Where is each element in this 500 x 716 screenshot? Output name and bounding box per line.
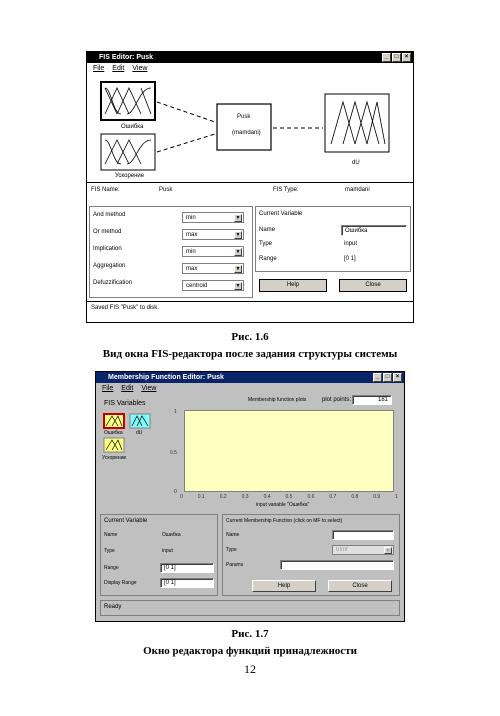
implication-select[interactable] — [182, 246, 244, 257]
mf-params-label: Params — [226, 562, 244, 568]
plot-points-field[interactable]: 181 — [352, 395, 392, 405]
aggregation-label: Aggregation — [93, 263, 126, 269]
or-method-value: max — [186, 232, 198, 238]
chevron-down-icon: ▼ — [235, 215, 241, 221]
system-name: Pusk — [237, 114, 251, 120]
cv-type-value: input — [344, 241, 358, 247]
caption2-text: Окно редактора функций принадлежности — [143, 645, 357, 657]
window-title: Membership Function Editor: Pusk — [108, 374, 224, 381]
plot-title: Membership function plots — [248, 397, 307, 403]
mf-type-value: trimf — [336, 547, 348, 553]
cv-range-label: Range — [104, 565, 119, 571]
fis-variables-label: FIS Variables — [104, 400, 146, 407]
close-button[interactable]: Close — [339, 279, 407, 292]
fis-name-value: Pusk — [159, 187, 173, 193]
and-method-value: min — [186, 215, 196, 221]
mf-editor-titlebar — [96, 372, 404, 383]
system-type: (mamdani) — [232, 130, 261, 136]
menu-view[interactable]: View — [141, 385, 157, 392]
mf-params-field[interactable] — [280, 560, 394, 570]
maximize-button[interactable]: □ — [392, 53, 401, 62]
mf-name-field[interactable] — [332, 530, 394, 540]
help-button[interactable]: Help — [252, 580, 316, 592]
var3-label: Ускорение — [102, 455, 127, 461]
x-tick: 0.2 — [219, 494, 227, 500]
caption2-number: Рис. 1.7 — [231, 628, 269, 640]
cv-display-range-label: Display Range — [104, 580, 137, 586]
var1-label: Ошибка — [104, 430, 123, 436]
minimize-button[interactable]: _ — [373, 373, 382, 382]
cv-name-value: Ошибка — [162, 532, 181, 538]
x-ticks-row — [180, 494, 398, 500]
mf-name-label: Name — [226, 532, 240, 538]
input1-box — [101, 82, 155, 120]
x-tick: 0.1 — [197, 494, 205, 500]
mf-plot-area[interactable] — [184, 410, 394, 492]
output-label: dU — [352, 160, 360, 166]
cv-name-field[interactable]: Ошибка — [341, 225, 407, 236]
output-box — [325, 94, 389, 152]
caption1-text: Вид окна FIS-редактора после задания структуры системы — [102, 348, 398, 360]
x-tick: 0 — [180, 494, 183, 500]
fis-editor-window — [86, 51, 414, 323]
menu-edit[interactable]: Edit — [112, 65, 125, 72]
var2-label: dU — [136, 430, 143, 436]
x-tick: 0.6 — [307, 494, 315, 500]
input2-label: Ускорение — [115, 173, 145, 179]
mf-type-label: Type — [226, 547, 237, 553]
maximize-button[interactable]: □ — [383, 373, 392, 382]
caption1-number: Рис. 1.6 — [231, 331, 269, 343]
status-text: Saved FIS "Pusk" to disk. — [91, 305, 159, 311]
cv-range-label: Range — [259, 256, 277, 262]
cv-name-label: Name — [104, 532, 118, 538]
x-tick: 0.8 — [351, 494, 359, 500]
current-variable-title: Current Variable — [259, 211, 303, 217]
y-tick-0: 0 — [174, 489, 177, 495]
mf-type-select[interactable] — [332, 545, 394, 555]
close-button[interactable]: Close — [328, 580, 392, 592]
implication-label: Implication — [93, 246, 122, 252]
x-tick: 0.4 — [263, 494, 271, 500]
fis-name-label: FIS Name: — [91, 187, 120, 193]
mf-editor-window — [95, 371, 405, 622]
x-tick: 0.5 — [285, 494, 293, 500]
x-tick: 0.9 — [373, 494, 381, 500]
and-method-select[interactable] — [182, 212, 244, 223]
menu-view[interactable]: View — [132, 65, 148, 72]
cv-range-field[interactable]: [0 1] — [160, 563, 214, 573]
input1-label: Ошибка — [121, 124, 144, 130]
menu-edit[interactable]: Edit — [121, 385, 134, 392]
input2-box — [101, 134, 155, 170]
plot-points-label: plot points: — [322, 397, 352, 403]
menu-file[interactable]: File — [93, 65, 105, 72]
aggregation-value: max — [186, 266, 198, 272]
defuzzification-value: centroid — [186, 283, 208, 289]
var2-icon — [130, 414, 150, 428]
and-method-label: And method — [93, 212, 126, 218]
defuzzification-select[interactable] — [182, 280, 244, 291]
status-text: Ready — [104, 604, 122, 610]
cv-display-range-field[interactable]: [0 1] — [160, 578, 214, 588]
var1-icon — [104, 414, 124, 428]
menubar — [96, 383, 404, 394]
x-tick: 1 — [395, 494, 398, 500]
cv-name-label: Name — [259, 227, 276, 233]
or-method-select[interactable] — [182, 229, 244, 240]
current-variable-title: Current Variable — [104, 518, 148, 524]
window-title: FIS Editor: Pusk — [99, 54, 154, 61]
minimize-button[interactable]: _ — [382, 53, 391, 62]
close-window-button[interactable]: × — [402, 53, 411, 62]
menu-file[interactable]: File — [102, 385, 114, 392]
system-box — [217, 104, 271, 150]
x-tick: 0.7 — [329, 494, 337, 500]
fis-type-value: mamdani — [345, 187, 370, 193]
or-method-label: Or method — [93, 229, 122, 235]
close-window-button[interactable]: × — [393, 373, 402, 382]
implication-value: min — [186, 249, 196, 255]
chevron-down-icon: ▼ — [235, 232, 241, 238]
help-button[interactable]: Help — [259, 279, 327, 292]
cv-range-value: [0 1] — [344, 256, 356, 262]
x-tick: 0.3 — [241, 494, 249, 500]
chevron-down-icon: ▼ — [385, 548, 391, 554]
y-tick-05: 0.5 — [170, 450, 177, 456]
cv-type-value: input — [162, 548, 173, 554]
status-bar — [100, 600, 400, 616]
aggregation-select[interactable] — [182, 263, 244, 274]
chevron-down-icon: ▼ — [235, 249, 241, 255]
fis-editor-titlebar — [87, 52, 413, 63]
cv-type-label: Type — [104, 548, 115, 554]
var3-icon — [104, 438, 124, 452]
fis-type-label: FIS Type: — [273, 187, 299, 193]
cv-type-label: Type — [259, 241, 273, 247]
page-number: 12 — [244, 662, 256, 676]
current-mf-title: Current Membership Function (click on MF to select) — [226, 518, 343, 524]
x-axis-label: input variable "Ошибка" — [256, 502, 310, 508]
chevron-down-icon: ▼ — [235, 266, 241, 272]
y-tick-1: 1 — [174, 409, 177, 415]
defuzzification-label: Defuzzification — [93, 280, 133, 286]
menubar — [87, 63, 413, 74]
chevron-down-icon: ▼ — [235, 283, 241, 289]
